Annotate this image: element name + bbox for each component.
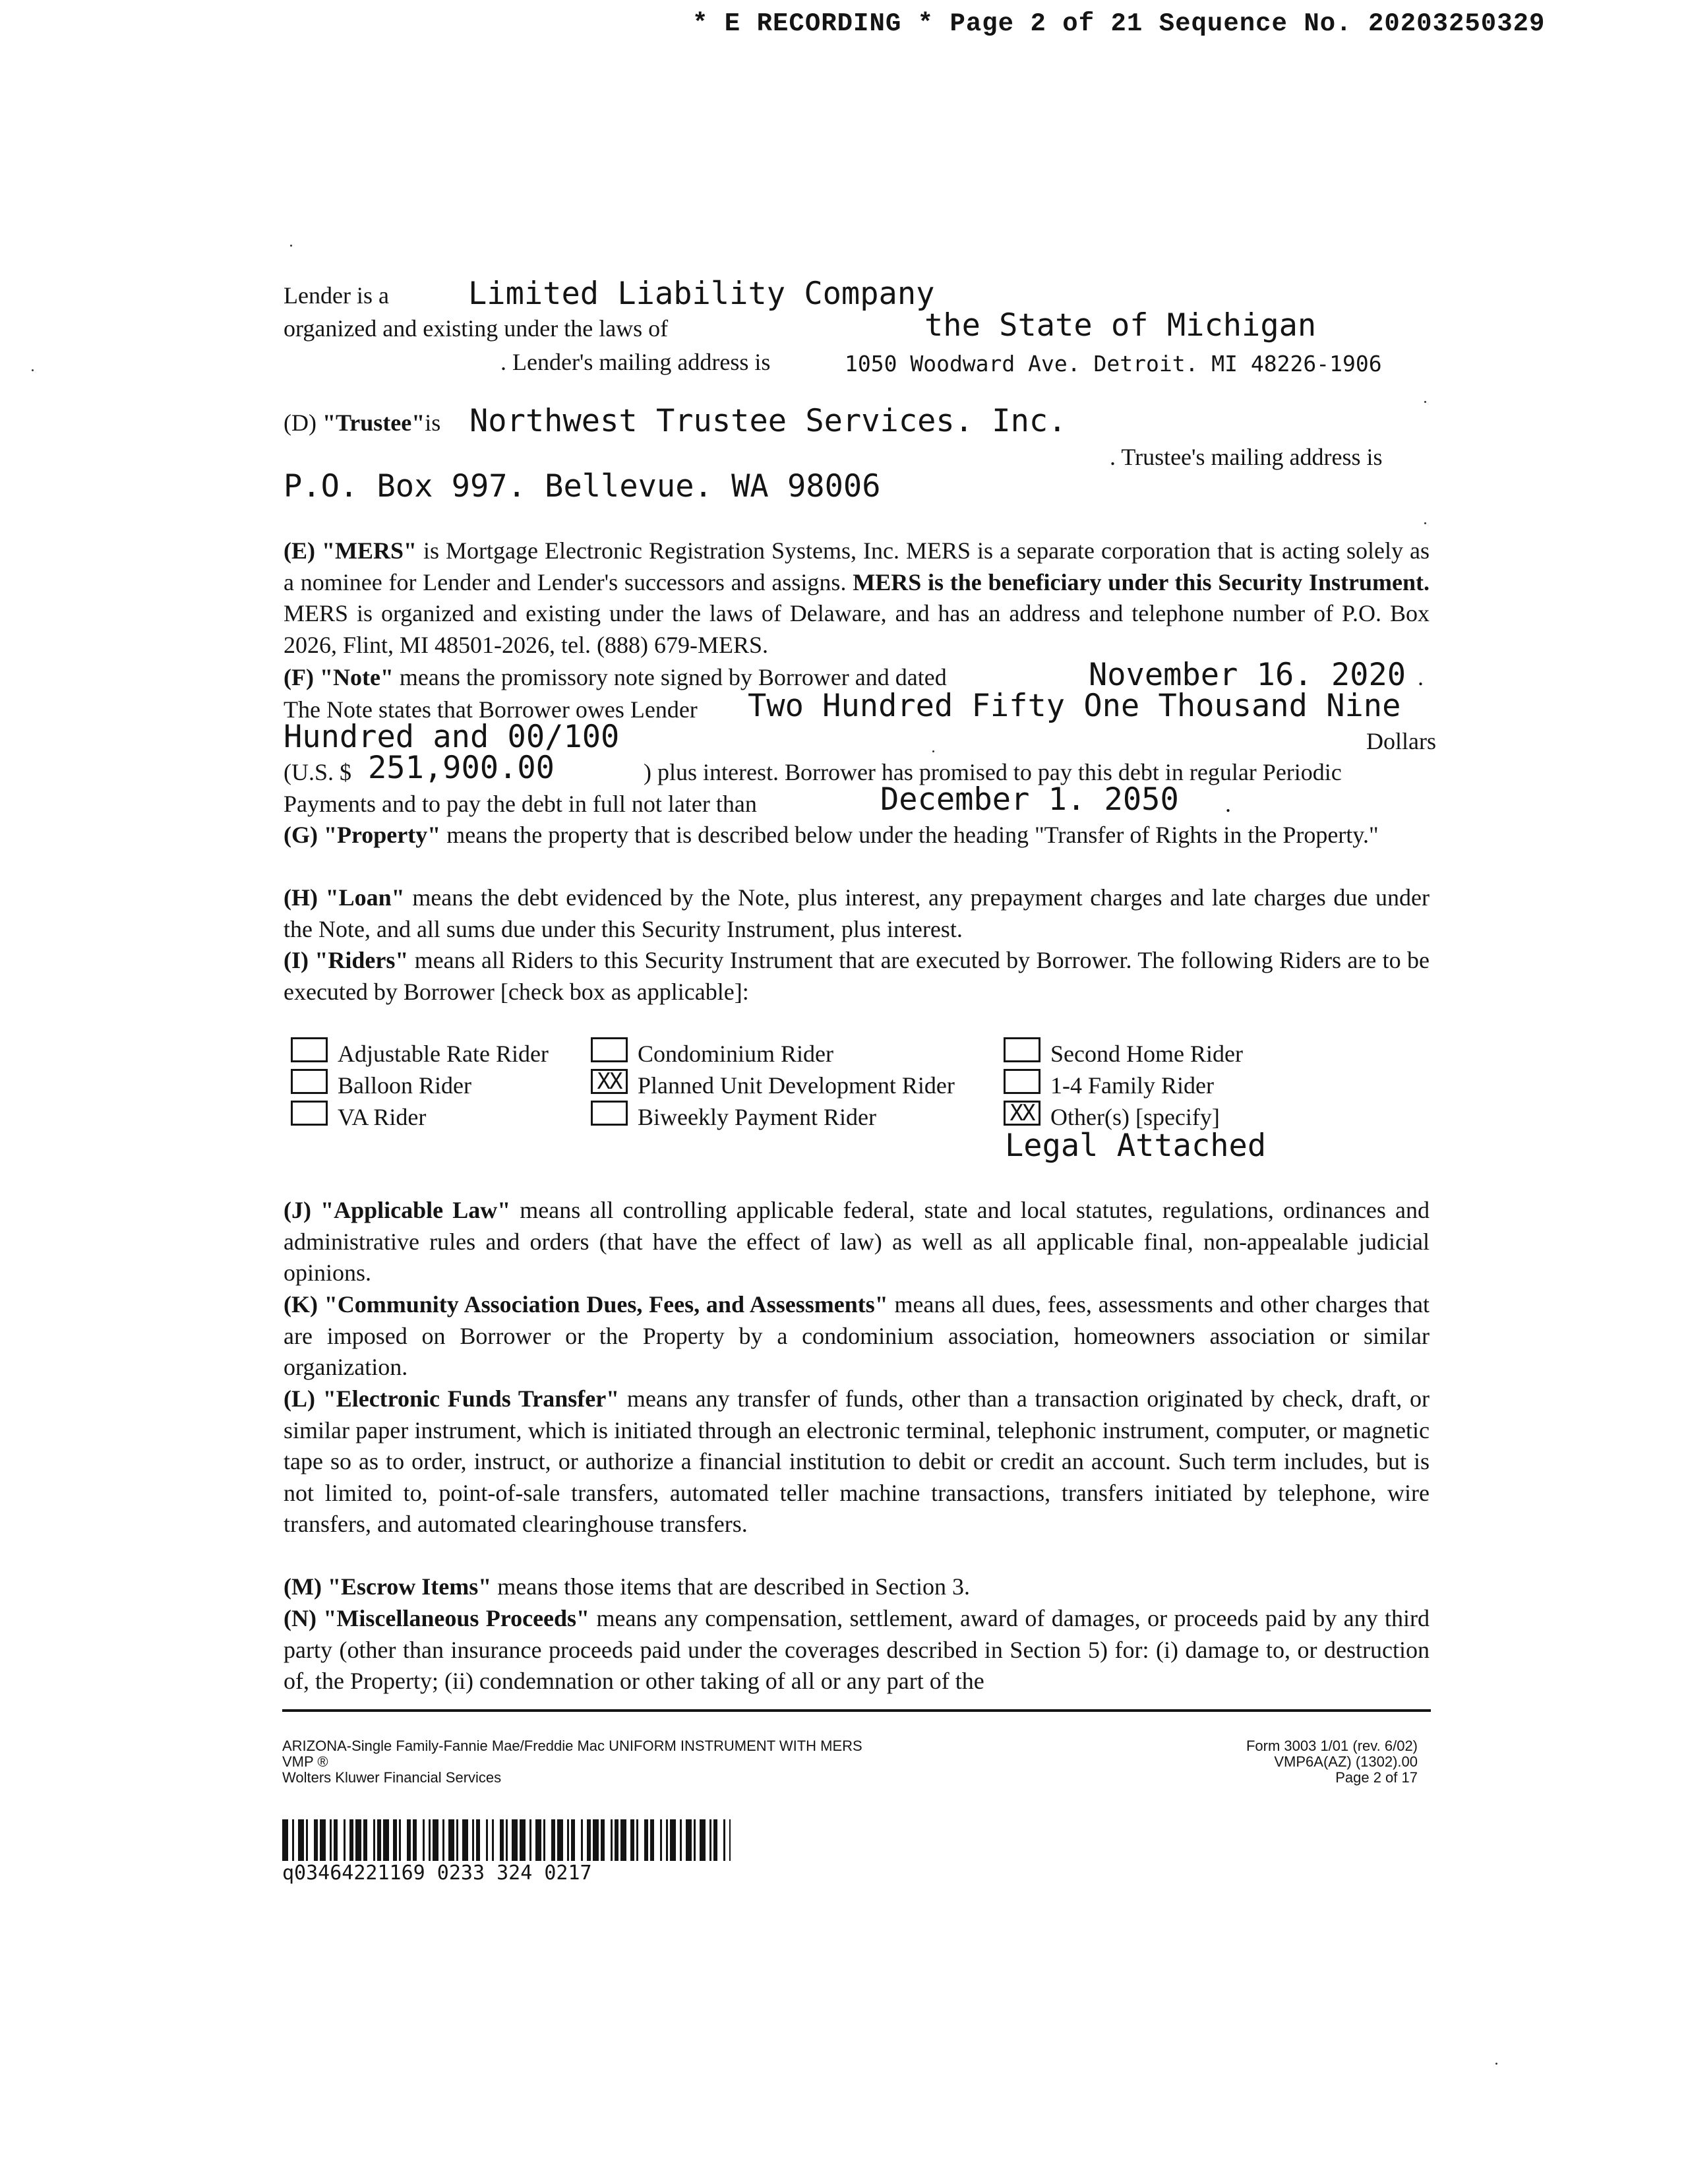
lender-intro: Lender is a xyxy=(284,282,389,309)
riders-paragraph: (I) "Riders" means all Riders to this Security Instrument that are executed by Borrower. The following Riders are to be executed by Borrower [check box as applicable]: xyxy=(284,947,1430,1005)
balloon-rider-checkbox[interactable] xyxy=(291,1069,328,1094)
condominium-rider-checkbox[interactable] xyxy=(591,1037,628,1062)
trustee-label: (D) "Trustee"is xyxy=(284,410,441,436)
escrow-items-paragraph: (M) "Escrow Items" means those items that are described in Section 3. xyxy=(284,1573,971,1600)
biweekly-payment-rider-checkbox[interactable] xyxy=(591,1101,628,1126)
lender-organized-label: organized and existing under the laws of xyxy=(284,315,669,342)
biweekly-payment-rider-label: Biweekly Payment Rider xyxy=(638,1104,876,1130)
lender-mailing-address: 1050 Woodward Ave. Detroit. MI 48226-1906 xyxy=(845,351,1382,377)
other-rider-label: Other(s) [specify] xyxy=(1050,1104,1220,1130)
planned-unit-development-rider-checkbox[interactable]: XX xyxy=(591,1069,628,1094)
note-lead: (F) "Note" means the promissory note signed by Borrower and dated xyxy=(284,664,947,690)
other-rider-checkbox[interactable]: XX xyxy=(1004,1101,1040,1126)
trustee-name-value: Northwest Trustee Services. Inc. xyxy=(469,403,1067,439)
second-home-rider-label: Second Home Rider xyxy=(1050,1041,1243,1067)
mers-paragraph: (E) "MERS" is Mortgage Electronic Registration Systems, Inc. MERS is a separate corporation that is acting solely as a nominee for Lender and Lender's successors and assigns. MERS is the beneficiary under this Security Instrument. MERS is organized and existing under the laws of Delaware, and has an address and telephone number of P.O. Box 2026, Flint, MI 48501-2026, tel. (888) 679-MERS. xyxy=(284,537,1430,658)
note-amount-value: 251,900.00 xyxy=(368,750,555,786)
loan-paragraph: (H) "Loan" means the debt evidenced by the Note, plus interest, any prepayment charges and late charges due under the Note, and all sums due under this Security Instrument, plus interest. xyxy=(284,884,1430,942)
footer-form-title: ARIZONA-Single Family-Fannie Mae/Freddie Mac UNIFORM INSTRUMENT WITH MERS xyxy=(282,1738,862,1754)
note-amount-words-2: Hundred and 00/100 xyxy=(284,719,620,755)
scan-speck xyxy=(1424,401,1426,403)
note-amount-words-1: Two Hundred Fifty One Thousand Nine xyxy=(748,688,1401,724)
adjustable-rate-rider-label: Adjustable Rate Rider xyxy=(338,1041,549,1067)
electronic-funds-transfer-paragraph: (L) "Electronic Funds Transfer" means any transfer of funds, other than a transaction originated by check, draft, or similar paper instrument, which is initiated through an electronic terminal, telephonic instrument, computer, or magnetic tape so as to order, instruct, or authorize a financial institution to debit or credit an account. Such term includes, but is not limited to, point-of-sale transfers, automated teller machine transactions, transfers initiated by telephone, wire transfers, and automated clearinghouse transfers. xyxy=(284,1385,1430,1537)
note-payments-text: Payments and to pay the debt in full not later than xyxy=(284,791,757,817)
note-date-period: . xyxy=(1418,664,1424,690)
miscellaneous-proceeds-paragraph: (N) "Miscellaneous Proceeds" means any compensation, settlement, award of damages, or proceeds paid by any third party (other than insurance proceeds paid under the coverages described in Section 5) for: (i) damage to, or destruction of, the Property; (ii) condemnation or other taking of all or any part of the xyxy=(284,1605,1430,1694)
family-1-4-rider-label: 1-4 Family Rider xyxy=(1050,1072,1214,1099)
second-home-rider-checkbox[interactable] xyxy=(1004,1037,1040,1062)
planned-unit-development-rider-label: Planned Unit Development Rider xyxy=(638,1072,955,1099)
trustee-address-value: P.O. Box 997. Bellevue. WA 98006 xyxy=(284,468,881,504)
note-us-prefix: (U.S. $ xyxy=(284,759,352,785)
footer-vmp: VMP ® xyxy=(282,1753,328,1770)
community-association-paragraph: (K) "Community Association Dues, Fees, and Assessments" means all dues, fees, assessments and other charges that are imposed on Borrower or the Property by a condominium association, homeowners association or similar organization. xyxy=(284,1291,1430,1380)
other-rider-specify-value: Legal Attached xyxy=(1005,1128,1267,1164)
scan-speck xyxy=(932,750,934,752)
note-maturity-value: December 1. 2050 xyxy=(880,781,1179,818)
note-maturity-period: . xyxy=(1225,791,1231,817)
footer-vmp-code: VMP6A(AZ) (1302).00 xyxy=(1274,1753,1418,1770)
lender-type-value: Limited Liability Company xyxy=(468,276,935,312)
condominium-rider-label: Condominium Rider xyxy=(638,1041,833,1067)
barcode-number: q03464221169 0233 324 0217 xyxy=(282,1862,592,1885)
note-dollars-label: Dollars xyxy=(1366,728,1436,754)
note-date-value: November 16. 2020 xyxy=(1089,657,1406,693)
lender-state-value: the State of Michigan xyxy=(924,307,1317,344)
note-owes-label: The Note states that Borrower owes Lender xyxy=(284,696,698,723)
footer-form-number: Form 3003 1/01 (rev. 6/02) xyxy=(1246,1738,1418,1754)
balloon-rider-label: Balloon Rider xyxy=(338,1072,471,1099)
barcode-image xyxy=(282,1819,731,1861)
recording-header: * E RECORDING * Page 2 of 21 Sequence No. 20203250329 xyxy=(692,9,1546,38)
scan-speck xyxy=(1424,522,1426,524)
trustee-mailing-label: . Trustee's mailing address is xyxy=(1110,444,1383,470)
adjustable-rate-rider-checkbox[interactable] xyxy=(291,1037,328,1062)
va-rider-label: VA Rider xyxy=(338,1104,427,1130)
scan-speck xyxy=(1495,2063,1497,2065)
footer-publisher: Wolters Kluwer Financial Services xyxy=(282,1769,502,1786)
scan-speck xyxy=(290,245,292,247)
va-rider-checkbox[interactable] xyxy=(291,1101,328,1126)
footer-rule xyxy=(282,1709,1431,1712)
family-1-4-rider-checkbox[interactable] xyxy=(1004,1069,1040,1094)
note-interest-text: ) plus interest. Borrower has promised to pay this debt in regular Periodic xyxy=(644,759,1342,785)
lender-mailing-label: . Lender's mailing address is xyxy=(500,349,771,375)
scan-speck xyxy=(32,369,34,371)
applicable-law-paragraph: (J) "Applicable Law" means all controlling applicable federal, state and local statutes, regulations, ordinances and administrative rules and orders (that have the effect of law) as well as all applicable final, non-appealable judicial opinions. xyxy=(284,1197,1430,1286)
footer-page-number: Page 2 of 17 xyxy=(1335,1769,1418,1786)
property-paragraph: (G) "Property" means the property that is described below under the heading "Transfer of Rights in the Property." xyxy=(284,822,1379,848)
